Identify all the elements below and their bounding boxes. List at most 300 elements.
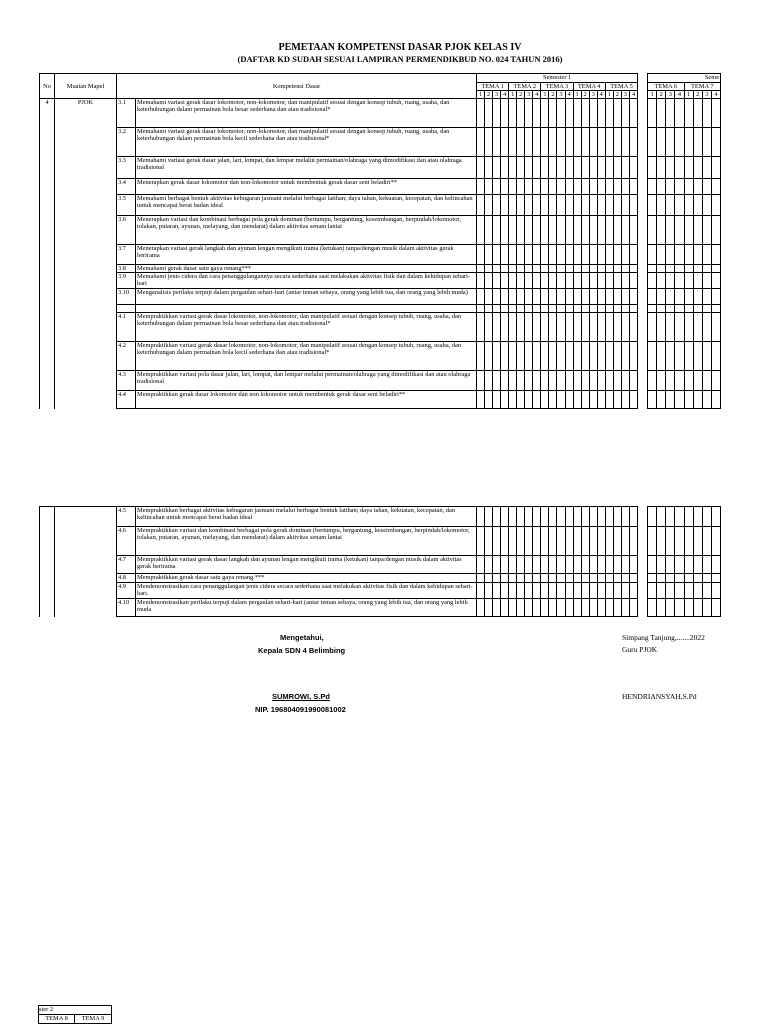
mapping-cell[interactable] (666, 157, 675, 179)
mapping-cell[interactable] (477, 583, 485, 599)
mapping-cell[interactable] (648, 371, 657, 391)
mapping-cell[interactable] (541, 583, 549, 599)
mapping-cell[interactable] (573, 507, 581, 527)
mapping-cell[interactable] (613, 265, 621, 273)
mapping-cell[interactable] (493, 128, 501, 157)
mapping-cell[interactable] (573, 599, 581, 617)
mapping-cell[interactable] (557, 371, 565, 391)
mapping-cell[interactable] (501, 527, 509, 556)
mapping-cell[interactable] (684, 599, 693, 617)
mapping-cell[interactable] (565, 157, 573, 179)
mapping-cell[interactable] (666, 195, 675, 216)
mapping-cell[interactable] (675, 245, 684, 265)
mapping-cell[interactable] (675, 179, 684, 195)
mapping-cell[interactable] (517, 157, 525, 179)
mapping-cell[interactable] (666, 289, 675, 305)
mapping-cell[interactable] (675, 371, 684, 391)
mapping-cell[interactable] (621, 391, 629, 409)
mapping-cell[interactable] (711, 179, 720, 195)
mapping-cell[interactable] (501, 313, 509, 342)
mapping-cell[interactable] (711, 599, 720, 617)
mapping-cell[interactable] (666, 599, 675, 617)
mapping-cell[interactable] (557, 583, 565, 599)
mapping-cell[interactable] (477, 371, 485, 391)
mapping-cell[interactable] (605, 507, 613, 527)
mapping-cell[interactable] (597, 599, 605, 617)
mapping-cell[interactable] (493, 157, 501, 179)
mapping-cell[interactable] (693, 289, 702, 305)
mapping-cell[interactable] (565, 527, 573, 556)
mapping-cell[interactable] (702, 216, 711, 245)
mapping-cell[interactable] (477, 128, 485, 157)
mapping-cell[interactable] (565, 507, 573, 527)
mapping-cell[interactable] (565, 265, 573, 273)
mapping-cell[interactable] (501, 99, 509, 128)
mapping-cell[interactable] (493, 265, 501, 273)
mapping-cell[interactable] (613, 157, 621, 179)
mapping-cell[interactable] (657, 195, 666, 216)
mapping-cell[interactable] (493, 273, 501, 289)
mapping-cell[interactable] (525, 265, 533, 273)
mapping-cell[interactable] (621, 599, 629, 617)
mapping-cell[interactable] (541, 371, 549, 391)
mapping-cell[interactable] (541, 179, 549, 195)
mapping-cell[interactable] (597, 128, 605, 157)
mapping-cell[interactable] (549, 195, 557, 216)
mapping-cell[interactable] (485, 313, 493, 342)
mapping-cell[interactable] (693, 583, 702, 599)
mapping-cell[interactable] (509, 289, 517, 305)
mapping-cell[interactable] (693, 265, 702, 273)
mapping-cell[interactable] (525, 273, 533, 289)
mapping-cell[interactable] (533, 599, 541, 617)
mapping-cell[interactable] (549, 157, 557, 179)
mapping-cell[interactable] (533, 391, 541, 409)
mapping-cell[interactable] (509, 527, 517, 556)
mapping-cell[interactable] (629, 313, 637, 342)
mapping-cell[interactable] (501, 245, 509, 265)
mapping-cell[interactable] (565, 599, 573, 617)
mapping-cell[interactable] (711, 99, 720, 128)
mapping-cell[interactable] (675, 507, 684, 527)
mapping-cell[interactable] (675, 583, 684, 599)
mapping-cell[interactable] (477, 179, 485, 195)
mapping-cell[interactable] (549, 574, 557, 583)
mapping-cell[interactable] (501, 265, 509, 273)
mapping-cell[interactable] (525, 195, 533, 216)
mapping-cell[interactable] (629, 128, 637, 157)
mapping-cell[interactable] (541, 574, 549, 583)
mapping-cell[interactable] (533, 273, 541, 289)
mapping-cell[interactable] (541, 313, 549, 342)
mapping-cell[interactable] (693, 99, 702, 128)
mapping-cell[interactable] (509, 128, 517, 157)
mapping-cell[interactable] (666, 371, 675, 391)
mapping-cell[interactable] (613, 99, 621, 128)
mapping-cell[interactable] (702, 527, 711, 556)
mapping-cell[interactable] (549, 313, 557, 342)
mapping-cell[interactable] (485, 195, 493, 216)
mapping-cell[interactable] (629, 527, 637, 556)
mapping-cell[interactable] (613, 556, 621, 574)
mapping-cell[interactable] (517, 527, 525, 556)
mapping-cell[interactable] (675, 128, 684, 157)
mapping-cell[interactable] (597, 507, 605, 527)
mapping-cell[interactable] (541, 128, 549, 157)
mapping-cell[interactable] (666, 391, 675, 409)
mapping-cell[interactable] (541, 245, 549, 265)
mapping-cell[interactable] (477, 273, 485, 289)
mapping-cell[interactable] (493, 195, 501, 216)
mapping-cell[interactable] (525, 574, 533, 583)
mapping-cell[interactable] (557, 599, 565, 617)
mapping-cell[interactable] (613, 245, 621, 265)
mapping-cell[interactable] (666, 574, 675, 583)
mapping-cell[interactable] (613, 216, 621, 245)
mapping-cell[interactable] (711, 195, 720, 216)
mapping-cell[interactable] (581, 273, 589, 289)
mapping-cell[interactable] (541, 157, 549, 179)
mapping-cell[interactable] (549, 265, 557, 273)
mapping-cell[interactable] (702, 574, 711, 583)
mapping-cell[interactable] (657, 179, 666, 195)
mapping-cell[interactable] (648, 599, 657, 617)
mapping-cell[interactable] (675, 289, 684, 305)
mapping-cell[interactable] (517, 342, 525, 371)
mapping-cell[interactable] (684, 507, 693, 527)
mapping-cell[interactable] (629, 507, 637, 527)
mapping-cell[interactable] (517, 371, 525, 391)
mapping-cell[interactable] (477, 527, 485, 556)
mapping-cell[interactable] (613, 313, 621, 342)
mapping-cell[interactable] (629, 599, 637, 617)
mapping-cell[interactable] (493, 507, 501, 527)
mapping-cell[interactable] (597, 556, 605, 574)
mapping-cell[interactable] (589, 391, 597, 409)
mapping-cell[interactable] (589, 556, 597, 574)
mapping-cell[interactable] (549, 216, 557, 245)
mapping-cell[interactable] (509, 179, 517, 195)
mapping-cell[interactable] (477, 216, 485, 245)
mapping-cell[interactable] (509, 313, 517, 342)
mapping-cell[interactable] (648, 157, 657, 179)
mapping-cell[interactable] (525, 313, 533, 342)
mapping-cell[interactable] (565, 289, 573, 305)
mapping-cell[interactable] (477, 195, 485, 216)
mapping-cell[interactable] (613, 527, 621, 556)
mapping-cell[interactable] (657, 574, 666, 583)
mapping-cell[interactable] (485, 371, 493, 391)
mapping-cell[interactable] (493, 179, 501, 195)
mapping-cell[interactable] (549, 128, 557, 157)
mapping-cell[interactable] (501, 216, 509, 245)
mapping-cell[interactable] (517, 216, 525, 245)
mapping-cell[interactable] (485, 265, 493, 273)
mapping-cell[interactable] (666, 99, 675, 128)
mapping-cell[interactable] (605, 556, 613, 574)
mapping-cell[interactable] (589, 599, 597, 617)
mapping-cell[interactable] (517, 556, 525, 574)
mapping-cell[interactable] (573, 313, 581, 342)
mapping-cell[interactable] (693, 527, 702, 556)
mapping-cell[interactable] (711, 273, 720, 289)
mapping-cell[interactable] (621, 195, 629, 216)
mapping-cell[interactable] (629, 195, 637, 216)
mapping-cell[interactable] (485, 179, 493, 195)
mapping-cell[interactable] (605, 273, 613, 289)
mapping-cell[interactable] (525, 289, 533, 305)
mapping-cell[interactable] (666, 527, 675, 556)
mapping-cell[interactable] (557, 391, 565, 409)
mapping-cell[interactable] (581, 216, 589, 245)
mapping-cell[interactable] (565, 245, 573, 265)
mapping-cell[interactable] (517, 507, 525, 527)
mapping-cell[interactable] (493, 556, 501, 574)
mapping-cell[interactable] (477, 313, 485, 342)
mapping-cell[interactable] (657, 157, 666, 179)
mapping-cell[interactable] (629, 157, 637, 179)
mapping-cell[interactable] (533, 371, 541, 391)
mapping-cell[interactable] (684, 556, 693, 574)
mapping-cell[interactable] (477, 391, 485, 409)
mapping-cell[interactable] (711, 583, 720, 599)
mapping-cell[interactable] (648, 128, 657, 157)
mapping-cell[interactable] (509, 599, 517, 617)
mapping-cell[interactable] (477, 342, 485, 371)
mapping-cell[interactable] (648, 273, 657, 289)
mapping-cell[interactable] (648, 245, 657, 265)
mapping-cell[interactable] (702, 128, 711, 157)
mapping-cell[interactable] (525, 371, 533, 391)
mapping-cell[interactable] (581, 556, 589, 574)
mapping-cell[interactable] (711, 371, 720, 391)
mapping-cell[interactable] (711, 265, 720, 273)
mapping-cell[interactable] (693, 574, 702, 583)
mapping-cell[interactable] (675, 265, 684, 273)
mapping-cell[interactable] (517, 599, 525, 617)
mapping-cell[interactable] (549, 289, 557, 305)
mapping-cell[interactable] (711, 556, 720, 574)
mapping-cell[interactable] (613, 371, 621, 391)
mapping-cell[interactable] (589, 195, 597, 216)
mapping-cell[interactable] (525, 599, 533, 617)
mapping-cell[interactable] (605, 527, 613, 556)
mapping-cell[interactable] (657, 342, 666, 371)
mapping-cell[interactable] (573, 195, 581, 216)
mapping-cell[interactable] (565, 391, 573, 409)
mapping-cell[interactable] (485, 507, 493, 527)
mapping-cell[interactable] (684, 289, 693, 305)
mapping-cell[interactable] (501, 371, 509, 391)
mapping-cell[interactable] (493, 245, 501, 265)
mapping-cell[interactable] (666, 583, 675, 599)
mapping-cell[interactable] (485, 245, 493, 265)
mapping-cell[interactable] (657, 245, 666, 265)
mapping-cell[interactable] (666, 507, 675, 527)
mapping-cell[interactable] (657, 289, 666, 305)
mapping-cell[interactable] (684, 574, 693, 583)
mapping-cell[interactable] (549, 527, 557, 556)
mapping-cell[interactable] (693, 391, 702, 409)
mapping-cell[interactable] (573, 179, 581, 195)
mapping-cell[interactable] (629, 342, 637, 371)
mapping-cell[interactable] (541, 99, 549, 128)
mapping-cell[interactable] (581, 289, 589, 305)
mapping-cell[interactable] (702, 599, 711, 617)
mapping-cell[interactable] (605, 216, 613, 245)
mapping-cell[interactable] (613, 195, 621, 216)
mapping-cell[interactable] (702, 391, 711, 409)
mapping-cell[interactable] (509, 273, 517, 289)
mapping-cell[interactable] (666, 265, 675, 273)
mapping-cell[interactable] (657, 371, 666, 391)
mapping-cell[interactable] (605, 342, 613, 371)
mapping-cell[interactable] (517, 391, 525, 409)
mapping-cell[interactable] (533, 574, 541, 583)
mapping-cell[interactable] (533, 507, 541, 527)
mapping-cell[interactable] (493, 313, 501, 342)
mapping-cell[interactable] (493, 289, 501, 305)
mapping-cell[interactable] (581, 245, 589, 265)
mapping-cell[interactable] (485, 391, 493, 409)
mapping-cell[interactable] (533, 216, 541, 245)
mapping-cell[interactable] (605, 179, 613, 195)
mapping-cell[interactable] (711, 527, 720, 556)
mapping-cell[interactable] (565, 216, 573, 245)
mapping-cell[interactable] (525, 583, 533, 599)
mapping-cell[interactable] (517, 179, 525, 195)
mapping-cell[interactable] (605, 128, 613, 157)
mapping-cell[interactable] (533, 157, 541, 179)
mapping-cell[interactable] (501, 599, 509, 617)
mapping-cell[interactable] (557, 245, 565, 265)
mapping-cell[interactable] (581, 313, 589, 342)
mapping-cell[interactable] (565, 179, 573, 195)
mapping-cell[interactable] (557, 527, 565, 556)
mapping-cell[interactable] (657, 313, 666, 342)
mapping-cell[interactable] (666, 273, 675, 289)
mapping-cell[interactable] (711, 507, 720, 527)
mapping-cell[interactable] (565, 574, 573, 583)
mapping-cell[interactable] (509, 216, 517, 245)
mapping-cell[interactable] (657, 128, 666, 157)
mapping-cell[interactable] (711, 216, 720, 245)
mapping-cell[interactable] (581, 99, 589, 128)
mapping-cell[interactable] (525, 99, 533, 128)
mapping-cell[interactable] (684, 216, 693, 245)
mapping-cell[interactable] (657, 265, 666, 273)
mapping-cell[interactable] (648, 342, 657, 371)
mapping-cell[interactable] (648, 583, 657, 599)
mapping-cell[interactable] (517, 265, 525, 273)
mapping-cell[interactable] (533, 265, 541, 273)
mapping-cell[interactable] (573, 99, 581, 128)
mapping-cell[interactable] (525, 128, 533, 157)
mapping-cell[interactable] (581, 391, 589, 409)
mapping-cell[interactable] (684, 391, 693, 409)
mapping-cell[interactable] (666, 342, 675, 371)
mapping-cell[interactable] (485, 216, 493, 245)
mapping-cell[interactable] (589, 289, 597, 305)
mapping-cell[interactable] (702, 556, 711, 574)
mapping-cell[interactable] (657, 507, 666, 527)
mapping-cell[interactable] (693, 195, 702, 216)
mapping-cell[interactable] (675, 157, 684, 179)
mapping-cell[interactable] (573, 371, 581, 391)
mapping-cell[interactable] (648, 556, 657, 574)
mapping-cell[interactable] (485, 289, 493, 305)
mapping-cell[interactable] (541, 265, 549, 273)
mapping-cell[interactable] (501, 574, 509, 583)
mapping-cell[interactable] (509, 574, 517, 583)
mapping-cell[interactable] (589, 507, 597, 527)
mapping-cell[interactable] (501, 507, 509, 527)
mapping-cell[interactable] (573, 556, 581, 574)
mapping-cell[interactable] (711, 245, 720, 265)
mapping-cell[interactable] (477, 265, 485, 273)
mapping-cell[interactable] (485, 157, 493, 179)
mapping-cell[interactable] (541, 216, 549, 245)
mapping-cell[interactable] (648, 216, 657, 245)
mapping-cell[interactable] (485, 574, 493, 583)
mapping-cell[interactable] (693, 313, 702, 342)
mapping-cell[interactable] (648, 507, 657, 527)
mapping-cell[interactable] (621, 342, 629, 371)
mapping-cell[interactable] (557, 216, 565, 245)
mapping-cell[interactable] (501, 391, 509, 409)
mapping-cell[interactable] (573, 216, 581, 245)
mapping-cell[interactable] (702, 371, 711, 391)
mapping-cell[interactable] (613, 507, 621, 527)
mapping-cell[interactable] (597, 371, 605, 391)
mapping-cell[interactable] (711, 157, 720, 179)
mapping-cell[interactable] (589, 583, 597, 599)
mapping-cell[interactable] (629, 179, 637, 195)
mapping-cell[interactable] (541, 289, 549, 305)
mapping-cell[interactable] (693, 179, 702, 195)
mapping-cell[interactable] (581, 371, 589, 391)
mapping-cell[interactable] (581, 179, 589, 195)
mapping-cell[interactable] (485, 342, 493, 371)
mapping-cell[interactable] (493, 391, 501, 409)
mapping-cell[interactable] (621, 507, 629, 527)
mapping-cell[interactable] (541, 342, 549, 371)
mapping-cell[interactable] (509, 583, 517, 599)
mapping-cell[interactable] (581, 574, 589, 583)
mapping-cell[interactable] (702, 157, 711, 179)
mapping-cell[interactable] (589, 157, 597, 179)
mapping-cell[interactable] (549, 273, 557, 289)
mapping-cell[interactable] (581, 195, 589, 216)
mapping-cell[interactable] (501, 157, 509, 179)
mapping-cell[interactable] (525, 342, 533, 371)
mapping-cell[interactable] (597, 289, 605, 305)
mapping-cell[interactable] (477, 99, 485, 128)
mapping-cell[interactable] (501, 195, 509, 216)
mapping-cell[interactable] (509, 371, 517, 391)
mapping-cell[interactable] (517, 99, 525, 128)
mapping-cell[interactable] (501, 583, 509, 599)
mapping-cell[interactable] (533, 313, 541, 342)
mapping-cell[interactable] (485, 99, 493, 128)
mapping-cell[interactable] (525, 527, 533, 556)
mapping-cell[interactable] (693, 273, 702, 289)
mapping-cell[interactable] (557, 128, 565, 157)
mapping-cell[interactable] (621, 527, 629, 556)
mapping-cell[interactable] (675, 273, 684, 289)
mapping-cell[interactable] (549, 556, 557, 574)
mapping-cell[interactable] (702, 507, 711, 527)
